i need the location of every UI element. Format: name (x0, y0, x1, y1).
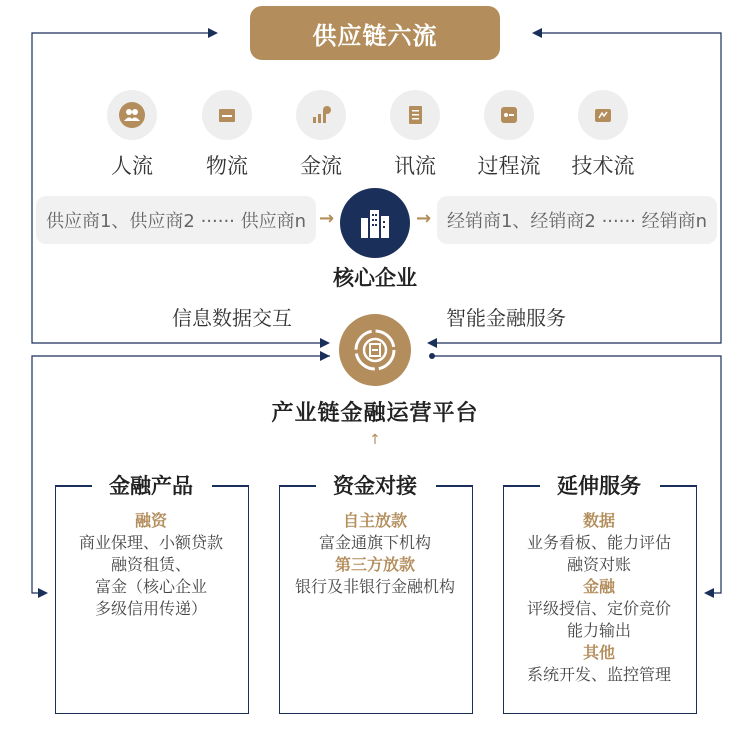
right-outer-connector (434, 33, 721, 343)
box-line: 融资租赁、 (110, 555, 191, 574)
box-line: 富金通旗下机构 (318, 533, 431, 552)
flow-item-technology (558, 90, 648, 180)
box-line: 数据 (582, 511, 615, 530)
left-outer-connector (32, 33, 322, 343)
box-content-financial-products (55, 510, 247, 620)
box-content-fund-matching (279, 510, 471, 598)
box-title: 资金对接 (333, 474, 417, 498)
up-arrow-icon: ↑ (369, 432, 381, 448)
box-line: 系统开发、监控管理 (526, 665, 671, 684)
chip-icon (578, 90, 628, 140)
flow-label: 讯流 (394, 154, 436, 178)
box-line: 富金（核心企业 (94, 577, 207, 596)
connector-dot (429, 353, 435, 359)
arrowhead (427, 338, 437, 348)
building-icon (356, 204, 394, 242)
info-exchange-label: 信息数据交互 (172, 306, 292, 330)
flow-item-money (276, 90, 366, 180)
core-enterprise-label: 核心企业 (333, 266, 417, 290)
box-line: 商业保理、小额贷款 (78, 533, 223, 552)
core-enterprise-icon (340, 188, 410, 258)
box-content-extended-services (503, 510, 695, 686)
document-icon (390, 90, 440, 140)
box-line: 自主放款 (342, 511, 407, 530)
flow-label: 物流 (206, 154, 248, 178)
platform-icon (339, 314, 411, 386)
box-line: 评级授信、定价竞价 (526, 599, 671, 618)
arrow-right-icon: → (416, 208, 432, 229)
box-line: 能力输出 (566, 621, 631, 640)
box-title: 延伸服务 (557, 474, 641, 498)
platform-logo-icon (351, 326, 399, 374)
platform-label: 产业链金融运营平台 (271, 401, 479, 426)
box-line: 融资对账 (566, 555, 631, 574)
box-line: 第三方放款 (334, 555, 415, 574)
flow-label: 过程流 (477, 154, 541, 178)
box-title: 金融产品 (109, 474, 193, 498)
distributors-pill: 经销商1、经销商2 ······ 经销商n (437, 196, 717, 244)
flow-item-information (370, 90, 460, 180)
arrowhead (532, 28, 542, 38)
people-icon (107, 90, 157, 140)
arrowhead (704, 588, 714, 598)
arrow-right-icon: → (319, 208, 335, 229)
money-chart-icon (296, 90, 346, 140)
arrowhead (320, 338, 330, 348)
flow-item-process (464, 90, 554, 180)
flow-item-logistics (182, 90, 272, 180)
arrowhead (38, 588, 48, 598)
arrowhead (320, 351, 330, 361)
flow-item-people (87, 90, 177, 180)
box-line: 多级信用传递） (94, 599, 207, 618)
process-icon (484, 90, 534, 140)
box-line: 融资 (134, 511, 167, 530)
smart-finance-label: 智能金融服务 (446, 306, 566, 330)
box-line: 银行及非银行金融机构 (294, 577, 455, 596)
box-line: 业务看板、能力评估 (526, 533, 671, 552)
title-badge: 供应链六流 (250, 6, 500, 60)
box-line: 其他 (582, 643, 615, 662)
flow-label: 金流 (300, 154, 342, 178)
box-icon (202, 90, 252, 140)
flow-label: 人流 (111, 154, 153, 178)
suppliers-pill: 供应商1、供应商2 ······ 供应商n (36, 196, 316, 244)
arrowhead (208, 28, 218, 38)
flow-label: 技术流 (571, 154, 635, 178)
box-line: 金融 (582, 577, 615, 596)
